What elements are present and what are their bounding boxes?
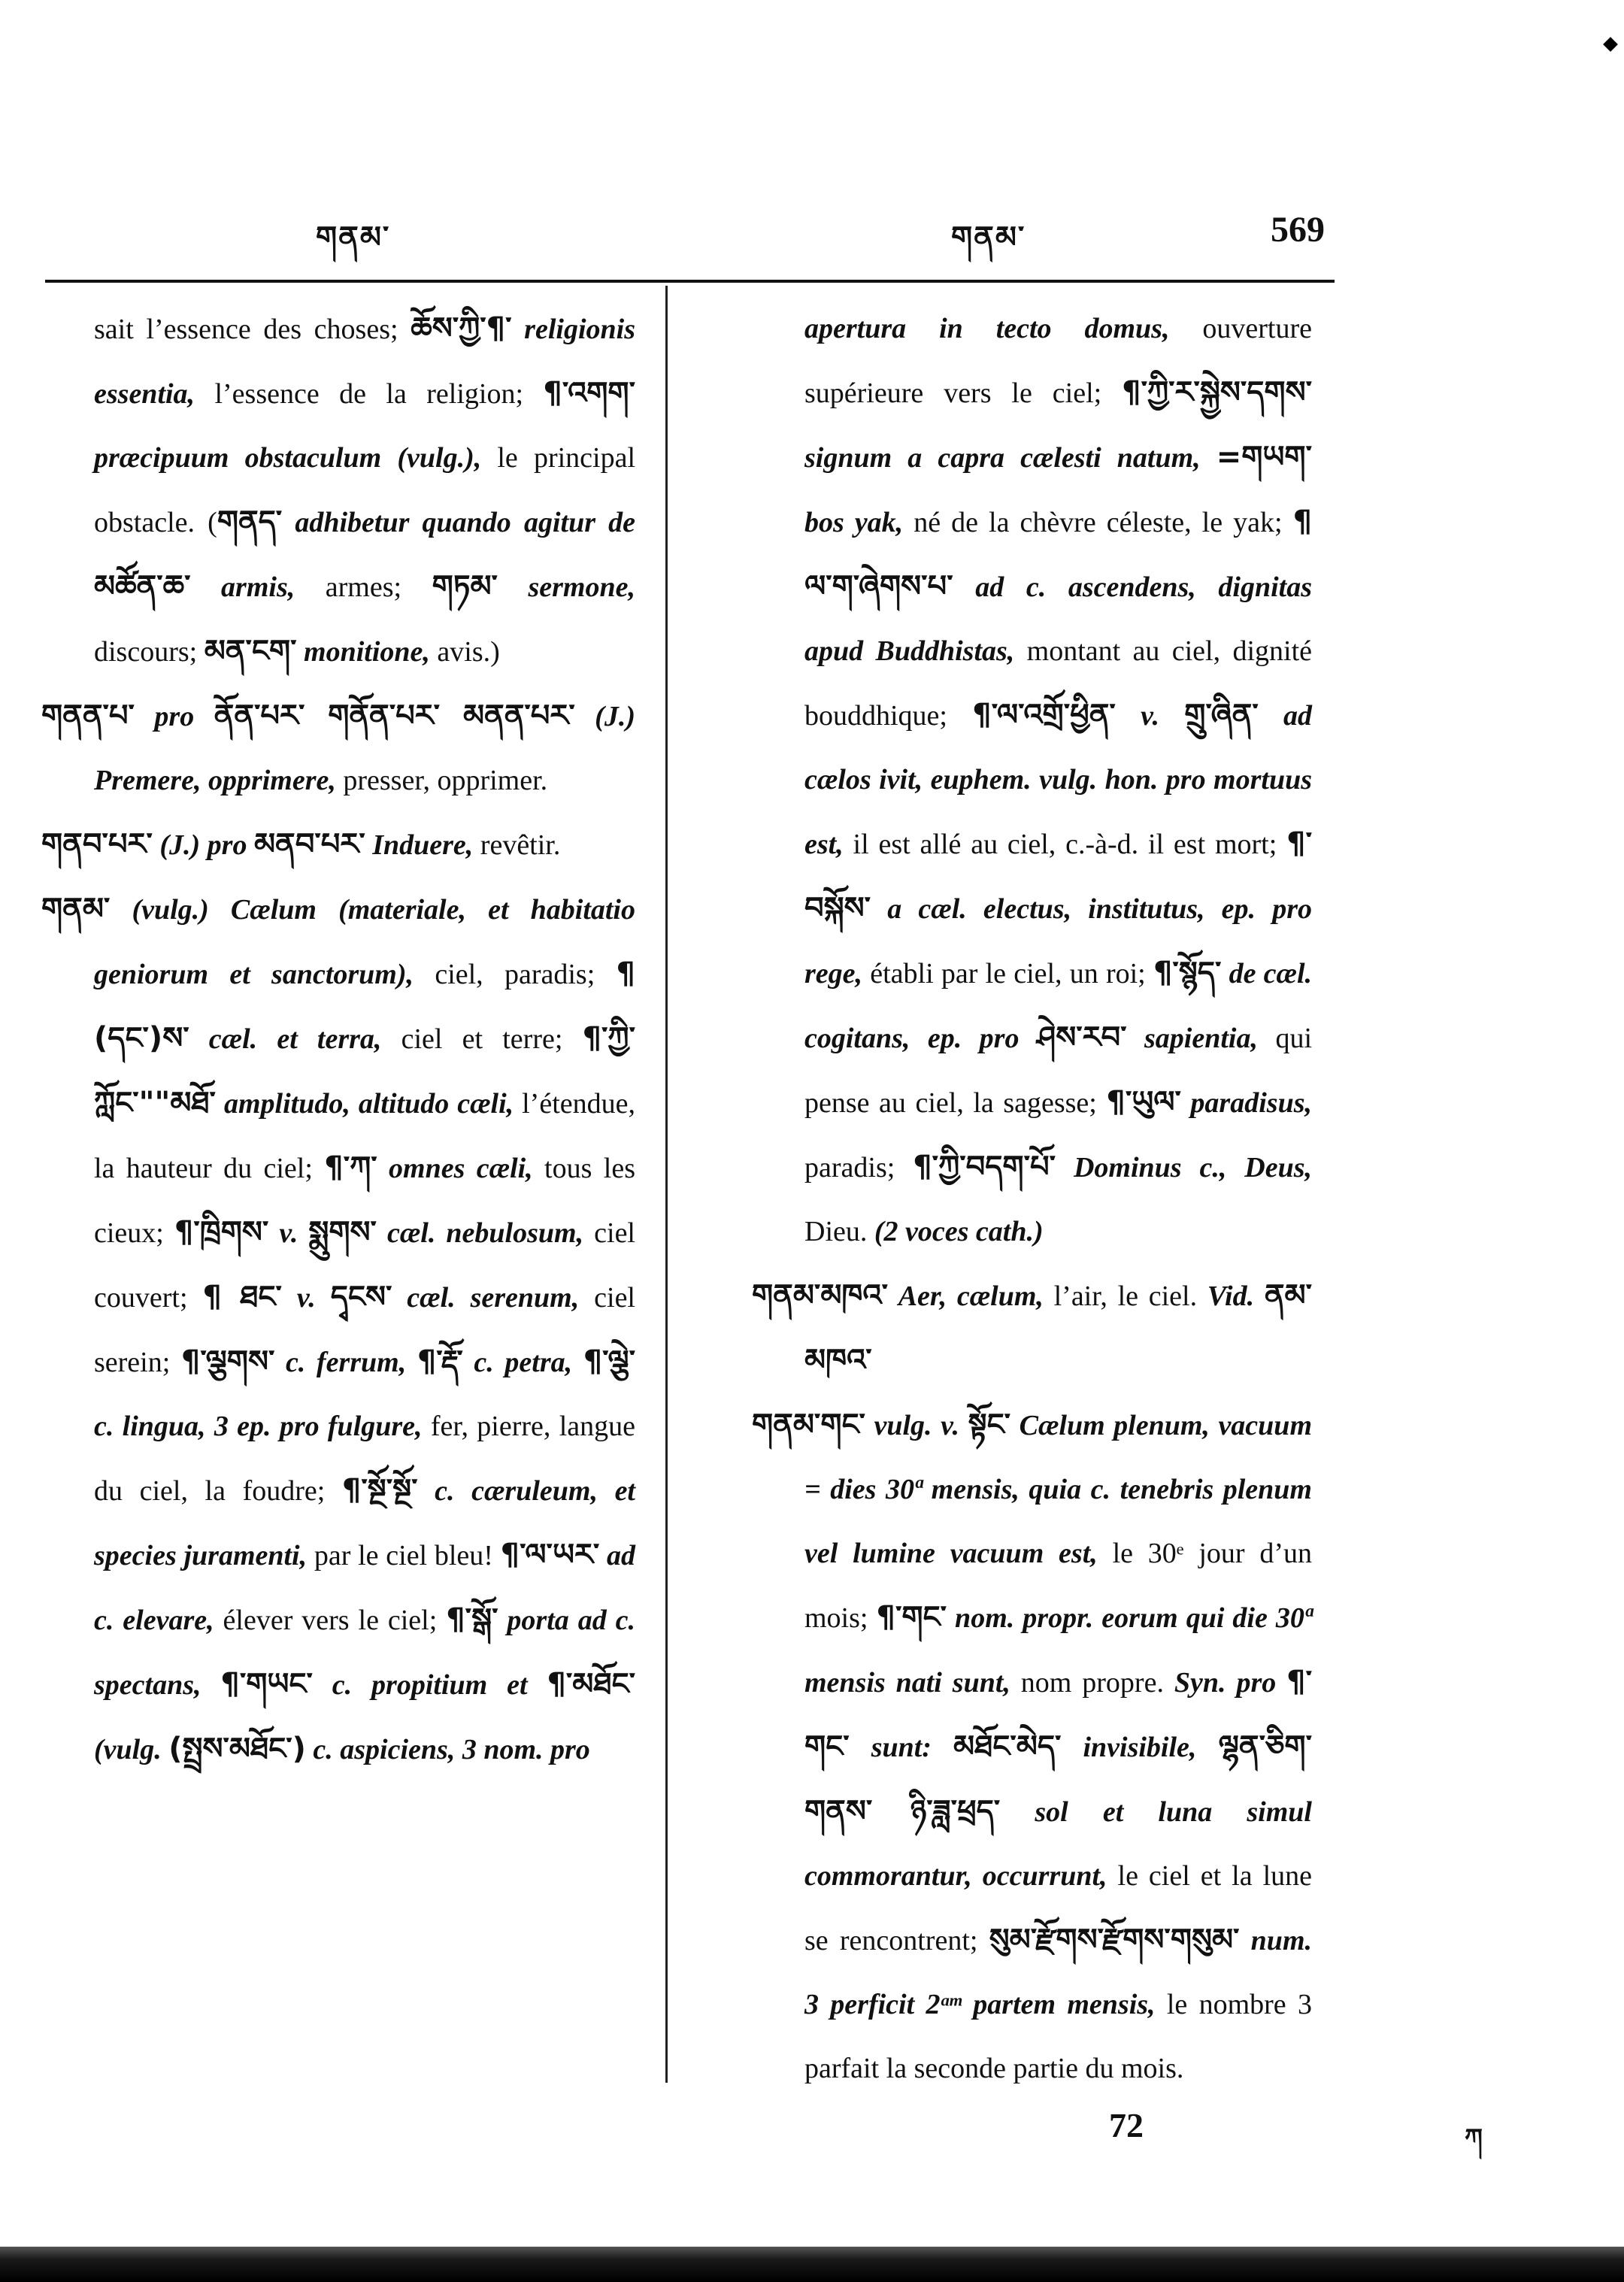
french-gloss: sait l’essence des choses;	[94, 314, 411, 345]
latin-gloss: sapientia,	[1126, 1023, 1258, 1054]
running-head-left: གནམ་	[316, 220, 391, 255]
tibetan-term: སྨུགས་	[308, 1215, 377, 1250]
tibetan-term: དྭངས་	[330, 1280, 392, 1314]
tibetan-term: མནབ་པར་	[253, 827, 365, 862]
dictionary-entry	[752, 1393, 1312, 2101]
latin-gloss: bos yak,	[804, 507, 904, 538]
tibetan-term: གནད་	[217, 505, 283, 539]
latin-gloss: (J.) Premere, opprimere,	[94, 701, 635, 796]
tibetan-term: གནབ་པར་	[41, 827, 153, 862]
tibetan-term: ¶་ཀྱི་ར་སྐྱེས་དགས་	[1122, 375, 1312, 410]
latin-gloss: omnes cæli,	[377, 1153, 533, 1184]
tibetan-term: ཆོས་ཀྱི་¶་	[411, 311, 512, 346]
tibetan-term: ¶་ཡུལ་	[1106, 1085, 1181, 1120]
french-gloss: l’essence de la religion;	[195, 378, 544, 410]
latin-gloss: Vid.	[1207, 1280, 1265, 1312]
latin-gloss: amplitudo, altitudo cæli,	[215, 1088, 514, 1120]
latin-gloss: (vulg.	[94, 1734, 169, 1765]
french-gloss: tous les cieux;	[94, 1153, 635, 1249]
latin-gloss: ad cælos ivit, euphem. vulg. hon. pro mortuus est,	[804, 700, 1313, 860]
latin-gloss: præcipuum obstaculum (vulg.),	[94, 442, 482, 474]
latin-gloss: ad c. ascendens, dignitas apud Buddhistas,	[804, 571, 1312, 667]
latin-gloss: cæl. serenum,	[392, 1282, 580, 1314]
french-gloss: revêtir.	[473, 829, 561, 861]
french-gloss: Dieu.	[804, 1216, 874, 1247]
latin-gloss: paradisus,	[1180, 1087, 1312, 1119]
tibetan-term: སྟོང་	[968, 1408, 1011, 1442]
dictionary-entry	[41, 684, 635, 813]
tibetan-term: ¶་ལ་ཡར་	[500, 1538, 600, 1572]
latin-gloss: c. cæruleum, et species juramenti,	[94, 1475, 635, 1571]
latin-gloss: a cæl. electus, institutus, ep. pro rege,	[804, 893, 1312, 989]
latin-gloss: c. lingua, 3 ep. pro fulgure,	[94, 1411, 423, 1442]
french-gloss: avis.)	[429, 636, 500, 668]
tibetan-term: ¶་གཡང་	[220, 1667, 313, 1702]
latin-gloss: v.	[268, 1217, 309, 1249]
latin-gloss: c. ferrum,	[274, 1347, 417, 1378]
french-gloss: né de la chèvre céleste, le yak;	[903, 507, 1293, 538]
latin-gloss: adhibetur quando agitur de	[282, 507, 636, 538]
french-gloss: il est allé au ciel, c.-à-d. il est mort;	[843, 829, 1287, 860]
signature-mark: ཀ	[1465, 2123, 1483, 2153]
french-gloss: ciel et terre;	[381, 1023, 583, 1055]
french-gloss: montant au ciel, dignité bouddhique;	[804, 635, 1312, 732]
tibetan-term: ནམ་མཁའ་	[804, 1278, 1312, 1377]
french-gloss: qui pense au ciel, la sagesse;	[804, 1023, 1312, 1119]
latin-gloss: sunt:	[849, 1732, 954, 1763]
tibetan-term: ¶་ལ་འགྲོ་ཕྱིན་	[972, 698, 1116, 732]
tibetan-term: ¶་ཀ་	[324, 1150, 377, 1185]
latin-gloss: armis,	[190, 571, 295, 603]
tibetan-term: ¶ ཐང་	[202, 1280, 282, 1314]
latin-gloss: Induere,	[365, 829, 474, 861]
latin-gloss: sermone,	[497, 571, 635, 603]
tibetan-term: ལྷན་ཅིག་གནས་ ཉི་ཟླ་ཕྲད་	[804, 1729, 1312, 1829]
tibetan-term: མན་ངག་	[204, 634, 297, 668]
tibetan-term: ¶་རྡོ་	[417, 1344, 463, 1379]
latin-gloss: signum a capra cælesti natum,	[804, 442, 1216, 474]
latin-gloss: monitione,	[296, 636, 430, 668]
latin-gloss: apertura in tecto domus,	[804, 313, 1170, 344]
french-gloss: par le ciel bleu!	[307, 1540, 501, 1571]
tibetan-term: =གཡག་	[1216, 440, 1312, 474]
tibetan-term: གནམ་	[41, 892, 111, 926]
french-gloss: le nombre 3 parfait la seconde partie du mois.	[804, 1989, 1312, 2084]
entry-continuation	[41, 297, 635, 684]
latin-gloss: cæl. nebulosum,	[376, 1217, 584, 1249]
latin-gloss: (vulg.) Cælum (materiale, et habitatio geniorum et sanctorum),	[94, 894, 635, 990]
dictionary-entry	[41, 877, 635, 1782]
scan-edge-band	[0, 2247, 1624, 2282]
folio-number: 72	[1109, 2106, 1144, 2144]
french-gloss: armes;	[295, 571, 432, 603]
french-gloss: le principal obstacle. (	[94, 442, 635, 538]
latin-gloss: c. aspiciens, 3 nom. pro	[305, 1734, 590, 1765]
tibetan-term: སུམ་རྫོགས་རྫོགས་གསུམ་	[989, 1923, 1240, 1957]
right-column	[752, 297, 1312, 2101]
french-gloss: le ciel et la lune se rencontrent;	[804, 1860, 1312, 1956]
latin-gloss: de cæl. cogitans, ep. pro	[804, 958, 1313, 1054]
french-gloss: ciel, paradis;	[414, 959, 617, 990]
latin-gloss: Syn. pro	[1174, 1667, 1287, 1699]
tibetan-term: གནམ་གང་	[752, 1408, 865, 1442]
latin-gloss: (2 voces cath.)	[874, 1216, 1044, 1247]
latin-gloss: vulg. v.	[865, 1410, 968, 1441]
tibetan-term: ¶་འགག་	[543, 376, 635, 411]
french-gloss: établi par le ciel, un roi;	[862, 958, 1153, 989]
tibetan-term: གནམ་མཁའ་	[752, 1278, 888, 1313]
tibetan-term: ¶་ཀྱི་བདག་པོ་	[913, 1150, 1056, 1184]
latin-gloss: c. petra,	[462, 1347, 583, 1378]
tibetan-term: (སྤྲས་མཐོང་)	[168, 1732, 306, 1766]
tibetan-term: ¶་ཀྱི་ཀློང་""མཐོ་	[94, 1021, 635, 1120]
french-gloss: paradis;	[804, 1152, 914, 1183]
tibetan-term: གནན་པ་	[41, 699, 135, 733]
left-column	[41, 297, 635, 1782]
french-gloss: ciel couvert;	[94, 1217, 635, 1314]
tibetan-term: ཤེས་རབ་	[1036, 1020, 1127, 1055]
tibetan-term: ¶་བསྐོས་	[804, 826, 1312, 926]
latin-gloss: invisibile,	[1061, 1732, 1219, 1763]
tibetan-term: ¶་སྔོ་སྔོ་	[341, 1473, 418, 1508]
tibetan-term: ¶ ལ་ག་ཞེགས་པ་	[804, 505, 1313, 604]
french-gloss: nom propre.	[1010, 1667, 1174, 1699]
dictionary-entry	[752, 1264, 1312, 1393]
latin-gloss: c. propitium et	[312, 1669, 547, 1701]
tibetan-term: ¶་ལྕེ་	[583, 1344, 636, 1379]
latin-gloss: Cælum plenum, vacuum = dies 30ª mensis, quia c. tenebris plenum vel lumine vacuum est,	[804, 1410, 1312, 1569]
french-gloss: presser, opprimer.	[335, 765, 548, 796]
french-gloss: ciel serein;	[94, 1282, 635, 1378]
tibetan-term: གྲུ་ཞིན་	[1184, 698, 1259, 732]
dictionary-entry	[41, 813, 635, 877]
tibetan-term: ནོན་པར་ གནོན་པར་ མནན་པར་	[214, 699, 575, 733]
latin-gloss: porta ad c. spectans,	[94, 1605, 635, 1701]
latin-gloss: v.	[281, 1282, 331, 1314]
tibetan-term: ¶་གང་	[876, 1600, 947, 1635]
tibetan-term: ¶་སྙོད་	[1153, 956, 1222, 990]
french-gloss: élever vers le ciel;	[214, 1605, 447, 1636]
running-head-right: གནམ་	[951, 220, 1026, 255]
tibetan-term: གཏམ་	[432, 569, 498, 604]
header-rule	[45, 280, 1335, 283]
latin-gloss: religionis essentia,	[94, 314, 635, 410]
tibetan-term: མཐོང་མེད་	[953, 1729, 1062, 1764]
latin-gloss: cæl. et terra,	[189, 1023, 382, 1055]
french-gloss: l’air, le ciel.	[1043, 1280, 1207, 1312]
tibetan-term: ¶་ལྕགས་	[180, 1344, 275, 1379]
tibetan-term: ¶་ཁྲིགས་	[174, 1215, 269, 1250]
tibetan-term: ¶་མཐོང་	[547, 1667, 636, 1702]
tibetan-term: མཚོན་ཆ་	[94, 569, 191, 604]
tibetan-term: ¶ (དང་)ས་	[94, 956, 635, 1056]
french-gloss: discours;	[94, 636, 205, 668]
latin-gloss: pro	[134, 701, 214, 732]
latin-gloss: Aer, cælum,	[888, 1280, 1044, 1312]
latin-gloss: num. 3 perficit 2ᵃᵐ partem mensis,	[804, 1925, 1313, 2020]
entry-continuation	[752, 297, 1312, 1264]
latin-gloss: ad c. elevare,	[94, 1540, 635, 1636]
french-gloss: fer, pierre, langue du ciel, la foudre;	[94, 1411, 635, 1507]
latin-gloss: v.	[1115, 700, 1185, 732]
tibetan-term: ¶་གང་	[804, 1665, 1313, 1764]
tibetan-term: ¶་སྒོ་	[446, 1602, 498, 1637]
french-gloss: ouverture supérieure vers le ciel;	[804, 313, 1312, 409]
latin-gloss: sol et luna simul commorantur, occurrunt,	[804, 1796, 1312, 1892]
column-divider	[665, 286, 668, 2083]
latin-gloss: Dominus c., Deus,	[1056, 1152, 1312, 1183]
scan-corner-mark	[1603, 37, 1618, 52]
french-gloss: l’étendue, la hauteur du ciel;	[94, 1088, 635, 1184]
latin-gloss: (J.) pro	[152, 829, 254, 861]
french-gloss: le 30ᵉ jour d’un mois;	[804, 1538, 1312, 1634]
page-number: 569	[1271, 210, 1325, 250]
latin-gloss: nom. propr. eorum qui die 30ª mensis nati sunt,	[804, 1602, 1313, 1699]
